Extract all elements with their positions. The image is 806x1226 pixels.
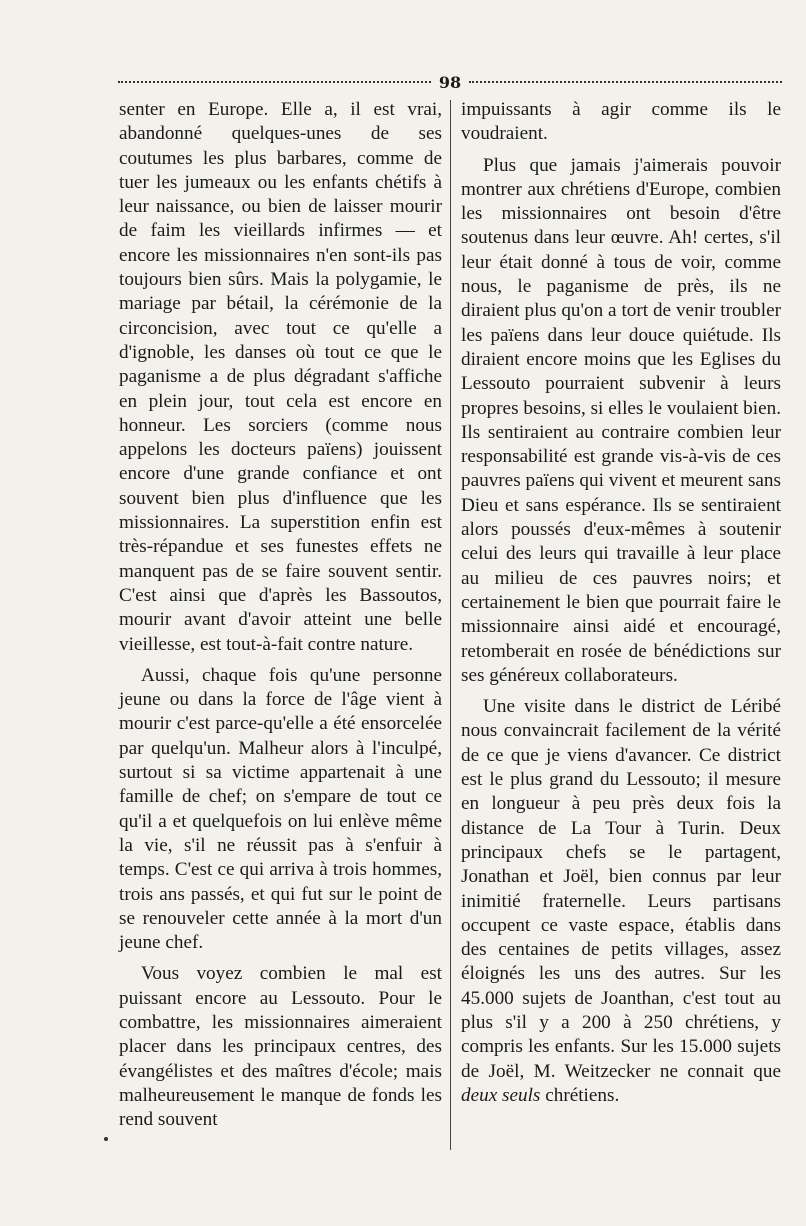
left-paragraph-3: Vous voyez combien le mal est puissant encore au Lessouto. Pour le combattre, les missionnaires aimeraient placer dans les principaux centres, des évangélistes et des maîtres d'école; mais malheureusement le manque de fonds les rend souvent xyxy=(119,963,442,1131)
column-divider xyxy=(450,100,451,1150)
left-column xyxy=(119,98,442,1132)
header-rule-right xyxy=(469,81,782,83)
page-header xyxy=(118,70,782,94)
margin-mark xyxy=(104,1137,108,1141)
left-paragraph-1: senter en Europe. Elle a, il est vrai, abandonné quelques-unes de ses coutumes les plus barbares, comme de tuer les jumeaux ou les enfants chétifs à leur naissance, ou bien de laisser mourir de faim les vieillards infirmes — et encore les missionnaires n'en sont-ils pas toujours bien sûrs. Mais la polygamie, le mariage par bétail, la cérémonie de la circoncision, avec tout ce qu'elle a d'ignoble, les danses où tout ce que le paganisme a de plus dégradant s'affiche en plein jour, tout cela est encore en honneur. Les sorciers (comme nous appelons les docteurs païens) jouissent encore d'une grande confiance et ont souvent bien plus d'influence que les missionnaires. La superstition enfin est très-répandue et ses funestes effets ne manquent pas de se faire souvent sentir. C'est ainsi que d'après les Bassoutos, mourir avant d'avoir atteint une belle vieillesse, est tout-à-fait contre nature. xyxy=(119,99,442,655)
header-rule-left xyxy=(118,81,431,83)
left-paragraph-2: Aussi, chaque fois qu'une personne jeune ou dans la force de l'âge vient à mourir c'est parce-qu'elle a été ensorcelée par quelqu'un. Malheur alors à l'inculpé, surtout si sa victime appartenait à une famille de chef; on s'empare de tout ce qu'il a et quelquefois on lui enlève même la vie, s'il ne réussit pas à s'enfuir à temps. C'est ce qui arriva à trois hommes, trois ans passés, et qui fut sur le point de se renouveler cette année à la mort d'un jeune chef. xyxy=(119,664,442,954)
right-paragraph-3-text: Une visite dans le district de Léribé nous convaincrait facilement de la vérité de ce que je viens d'avancer. Ce district est le plus grand du Lessouto; il mesure en longueur à peu près deux fois la distance de La Tour à Turin. Deux principaux chefs se le partagent, Jonathan et Joël, bien connus par leur inimitié fraternelle. Leurs partisans occupent ce vaste espace, établis dans des centaines de petits villages, assez éloignés les uns des autres. Sur les 45.000 sujets de Joanthan, c'est tout au plus s'il y a 200 à 250 chrétiens, y compris les enfants. Sur les 15.000 sujets de Joël, M. Weitzecker ne connait que xyxy=(461,696,781,1082)
right-paragraph-3 xyxy=(461,695,781,1108)
right-column xyxy=(461,98,781,1108)
right-paragraph-1: impuissants à agir comme ils le voudraient. xyxy=(461,99,781,145)
right-paragraph-2: Plus que jamais j'aimerais pouvoir montrer aux chrétiens d'Europe, combien les missionnaires ont besoin d'être soutenus dans leur œuvre. Ah! certes, s'il leur était donné à tous de voir, comme nous, le paganisme de près, ils ne diraient plus qu'on a tort de venir troubler les païens dans leur douce quiétude. Ils diraient encore moins que les Eglises du Lessouto pourraient subvenir à leurs propres besoins, si elles le voulaient bien. Ils sentiraient au contraire combien leur responsabilité est grande vis-à-vis de ces pauvres païens qui vivent et meurent sans Dieu et sans espérance. Ils se sentiraient alors poussés d'eux-mêmes à soutenir celui des leurs qui travaille à leur place au milieu de ces pauvres noirs; et certainement le bien que pourrait faire le missionnaire ainsi aidé et encouragé, retomberait en rosée de bénédictions sur ses généreux collaborateurs. xyxy=(461,154,781,686)
right-paragraph-3-end: chrétiens. xyxy=(545,1084,620,1106)
page-number: 98 xyxy=(438,72,462,92)
right-paragraph-3-emphasis: deux seuls xyxy=(461,1084,541,1106)
